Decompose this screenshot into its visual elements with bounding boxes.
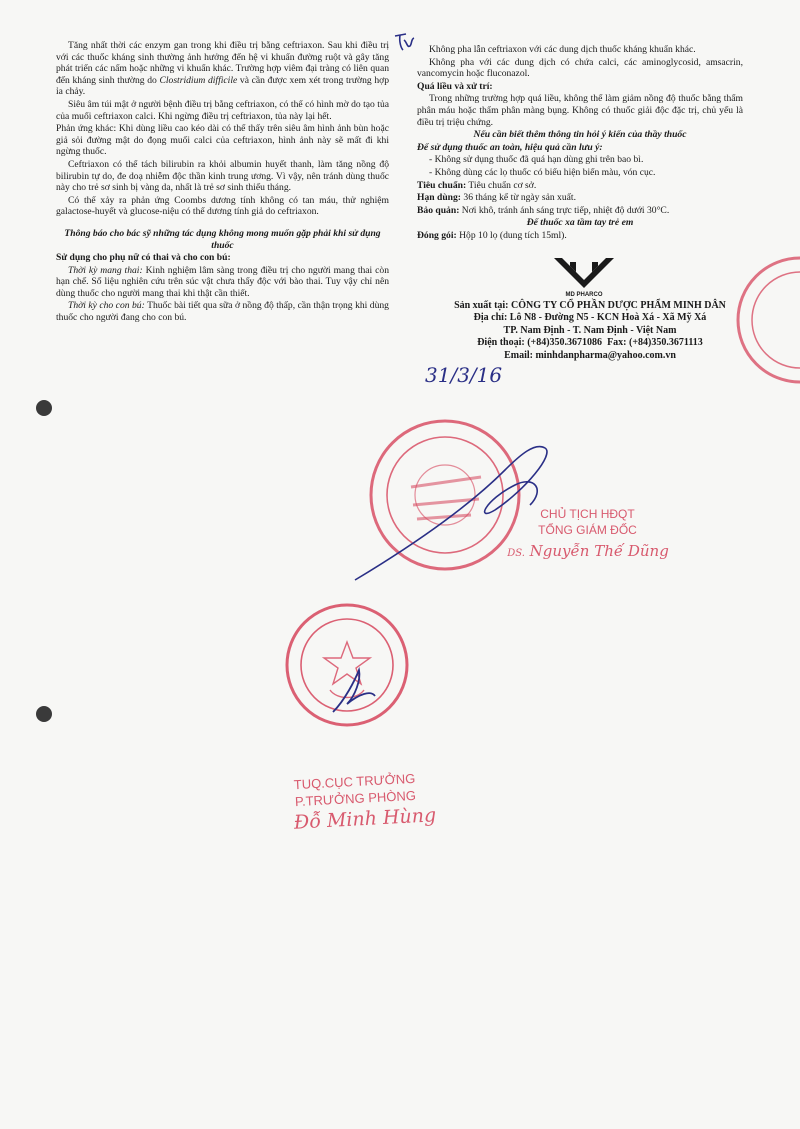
city-line: TP. Nam Định - T. Nam Định - Việt Nam	[503, 324, 677, 336]
overdose-paragraph: Trong những trường hợp quá liều, không thể làm giảm nồng độ thuốc bằng thẩm phân máu hoặc thẩm phân màng bụng. Không có thuốc giải độc đặc trị, chủ yếu là điều trị triệu chứng.	[417, 93, 743, 128]
left-paragraph-2: Siêu âm túi mật ở người bệnh điều trị bằng ceftriaxon, có thể có hình mờ do tạo tủa của muối ceftriaxon calci. Khi ngừng điều trị ceftriaxon, tủa này lại hết.	[56, 98, 389, 122]
right-paragraph-2: Không pha với các dung dịch có chứa calci, các aminoglycosid, amsacrin, vancomycin hoặc fluconazol.	[417, 56, 743, 80]
title-line-1: CHỦ TỊCH HĐQT	[540, 507, 635, 521]
text: Kinh nghiệm lâm sàng trong điều trị cho người mang thai còn hạn chế. Số liệu nghiên cứu trên súc vật chưa thấy độc với bào thai. Tuy vậy chỉ nên dùng thuốc cho người mang thai khi thật cần thiết.	[56, 264, 389, 299]
value: Lô N8 - Đường N5 - KCN Hoà Xá - Xã Mỹ Xá	[509, 312, 707, 324]
value: Hộp 10 lọ (dung tích 15ml).	[459, 229, 567, 241]
overdose-heading: Quá liều và xử trí:	[417, 80, 493, 92]
punch-hole-bottom	[36, 706, 52, 722]
text: Tăng nhất thời các enzym gan trong khi điều trị bằng ceftriaxon. Sau khi điều trị với các thuốc kháng sinh thường ảnh hưởng đến hệ vi khuẩn đường ruột và gây tăng phát triển các nấm hoặc những vi khuẩn khác. Trường hợp viêm đại tràng có liên quan đến kháng sinh thường do	[56, 40, 389, 86]
produced-line	[430, 300, 750, 312]
title-line-2: P.TRƯỞNG PHÒNG	[294, 787, 417, 810]
left-paragraph-3: Phản ứng khác: Khi dùng liều cao kéo dài có thể thấy trên siêu âm hình ảnh bùn hoặc giả sỏi đường mật do đọng muối calci của ceftriaxon, hình ảnh này sẽ mất đi khi ngừng thuốc.	[56, 123, 389, 158]
name: Nguyễn Thế Dũng	[529, 542, 669, 560]
value: 36 tháng kể từ ngày sản xuất.	[463, 192, 576, 204]
pregnancy-paragraph	[56, 265, 389, 300]
value: Nơi khô, tránh ánh sáng trực tiếp, nhiệt độ dưới 30°C.	[461, 204, 670, 216]
label: Email:	[504, 349, 533, 361]
side-effect-notice: Thông báo cho bác sỹ những tác dụng không mong muốn gặp phải khi sử dụng thuốc	[64, 227, 381, 251]
label: Bảo quản:	[417, 204, 460, 216]
left-column	[56, 40, 389, 325]
italic-term: Clostridium difficile	[159, 74, 238, 86]
email-line	[430, 350, 750, 362]
address-line	[430, 312, 750, 324]
expiry-line	[417, 192, 743, 204]
value: (+84)350.3671113	[629, 337, 703, 349]
safe-use-item-1: - Không sử dụng thuốc đã quá hạn dùng ghi trên bao bì.	[429, 154, 644, 166]
label: Fax:	[607, 337, 627, 349]
safe-use-item-2: - Không dùng các lọ thuốc có biểu hiện biến màu, vón cục.	[429, 166, 656, 178]
value: CÔNG TY CỔ PHẦN DƯỢC PHẨM MINH DÂN	[511, 300, 726, 311]
manufacturer-block	[430, 300, 750, 362]
company-signatory-name	[488, 542, 688, 560]
text: Thuốc bài tiết qua sữa ở nồng độ thấp, cần thận trọng khi dùng thuốc cho người đang cho con bú.	[56, 300, 389, 324]
lactation-paragraph	[56, 300, 389, 323]
company-signatory-titles	[505, 506, 670, 538]
phone-line	[430, 337, 750, 349]
title-line-2: TỔNG GIÁM ĐỐC	[538, 523, 637, 537]
value: Tiêu chuẩn cơ sở.	[468, 179, 537, 191]
label: Địa chỉ:	[473, 312, 508, 324]
label: Tiêu chuẩn:	[417, 179, 467, 191]
title-line-1: TUQ.CỤC TRƯỞNG	[293, 770, 416, 793]
right-paragraph-1: Không pha lẫn ceftriaxon với các dung dịch thuốc kháng khuẩn khác.	[429, 44, 696, 55]
authority-signatory-name: Đỗ Minh Hùng	[293, 804, 437, 834]
storage-line	[417, 205, 743, 217]
keep-away-line: Để thuốc xa tầm tay trẻ em	[526, 217, 634, 229]
right-column	[417, 44, 743, 243]
label: Thời kỳ mang thai:	[68, 264, 143, 276]
left-paragraph-1	[56, 40, 389, 98]
partial-company-stamp-edge	[720, 250, 800, 390]
value: minhdanpharma@yahoo.com.vn	[535, 349, 676, 361]
label: Sản xuất tại:	[454, 300, 509, 311]
label: Điện thoại:	[477, 337, 525, 349]
label: Hạn dùng:	[417, 192, 461, 204]
ministry-signature	[325, 660, 385, 720]
value: (+84)350.3671086	[527, 337, 603, 349]
pregnancy-heading: Sử dụng cho phụ nữ có thai và cho con bú:	[56, 252, 231, 264]
handwritten-initial-mark	[392, 30, 418, 56]
md-pharco-logo	[548, 254, 620, 296]
advice-line: Nếu cần biết thêm thông tin hỏi ý kiến của thầy thuốc	[473, 129, 687, 141]
pack-line	[417, 230, 743, 242]
text: và cần được xem xét trong trường hợp ỉa chảy.	[56, 74, 389, 98]
standard-line	[417, 180, 743, 192]
label: Thời kỳ cho con bú:	[68, 300, 145, 312]
handwritten-date: 31/3/16	[425, 363, 503, 387]
left-paragraph-4: Ceftriaxon có thể tách bilirubin ra khỏi albumin huyết thanh, làm tăng nồng độ bilirubin tự do, đe doạ nhiễm độc thần kinh trung ương. Vì vậy, nên tránh dùng thuốc này cho trẻ sơ sinh bị vàng da, nhất là trẻ sơ sinh thiếu tháng.	[56, 158, 389, 194]
left-paragraph-5: Có thể xảy ra phản ứng Coombs dương tính không có tan máu, thử nghiệm galactose-huyết và glucose-niệu có thể dương tính giả do ceftriaxon.	[56, 194, 389, 218]
name-prefix: DS.	[507, 548, 525, 559]
punch-hole-top	[36, 400, 52, 416]
label: Đóng gói:	[417, 229, 457, 241]
safe-use-heading: Để sử dụng thuốc an toàn, hiệu quả cần lưu ý:	[417, 141, 603, 153]
logo-caption: MD PHARCO	[565, 292, 603, 298]
